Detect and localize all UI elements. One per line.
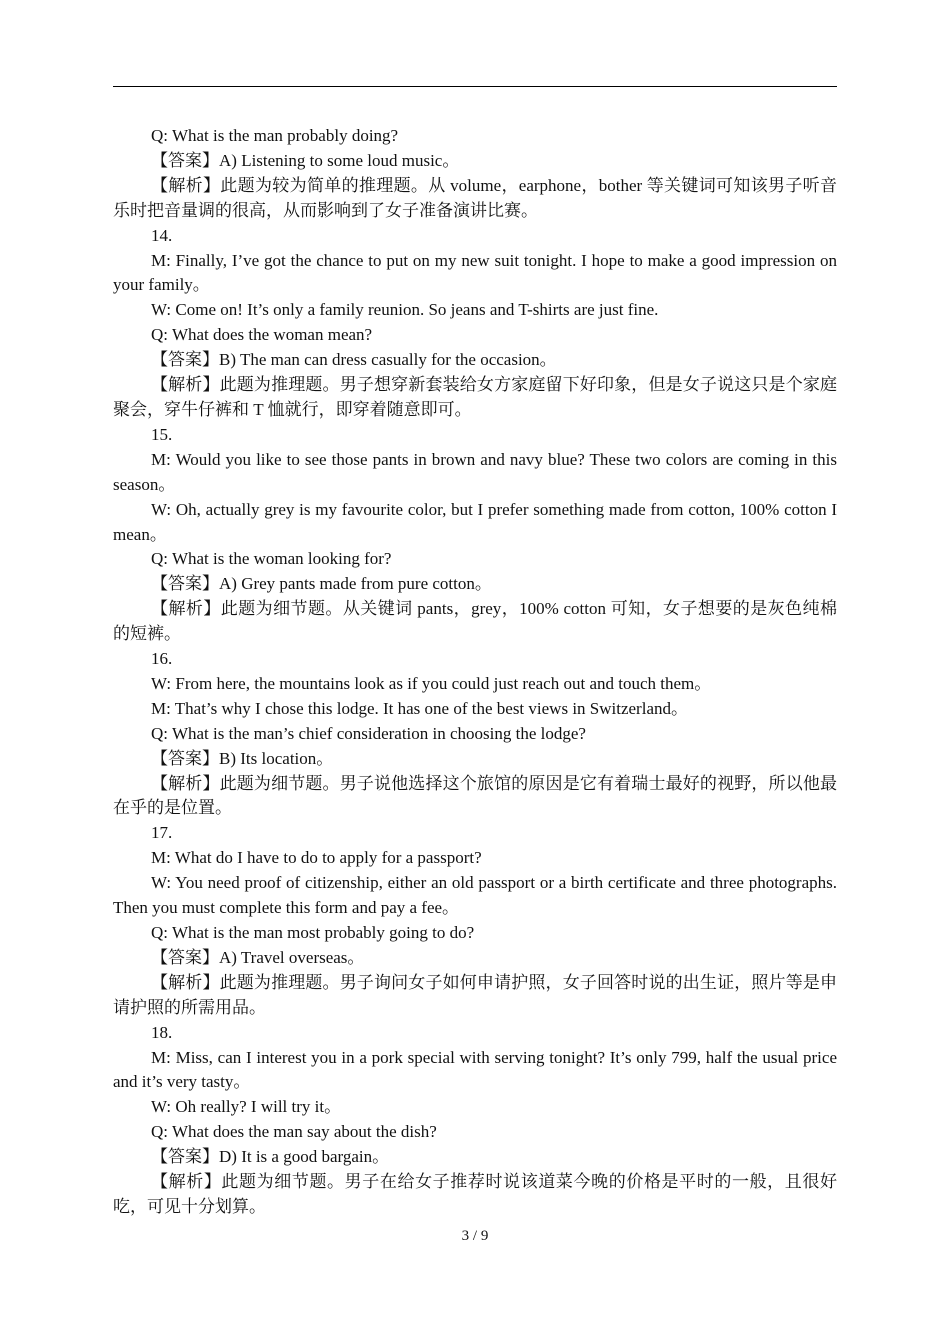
paragraph: 【解析】此题为细节题。男子在给女子推荐时说该道菜今晚的价格是平时的一般，且很好吃，可见十分划算。: [113, 1172, 837, 1216]
header-rule: [113, 86, 837, 87]
paragraph: M: Would you like to see those pants in brown and navy blue? These two colors are coming in this season。: [113, 449, 837, 494]
question-number: 18.: [151, 1022, 173, 1042]
paragraph: 【答案】A) Listening to some loud music。: [151, 150, 460, 170]
question-number: 14.: [151, 225, 173, 245]
paragraph: W: From here, the mountains look as if you could just reach out and touch them。: [151, 673, 712, 693]
paragraph: 【解析】此题为细节题。从关键词 pants，grey，100% cotton 可知，女子想要的是灰色纯棉的短裤。: [113, 599, 837, 644]
paragraph: 【答案】B) Its location。: [151, 748, 334, 768]
paragraph: Q: What is the woman looking for?: [151, 549, 392, 569]
document-body: [113, 124, 837, 1220]
paragraph: Q: What does the man say about the dish?: [151, 1122, 437, 1142]
paragraph: 【解析】此题为细节题。男子说他选择这个旅馆的原因是它有着瑞士最好的视野，所以他最在乎的是位置。: [113, 773, 837, 818]
paragraph: 【答案】D) It is a good bargain。: [151, 1147, 390, 1167]
paragraph: W: Oh, actually grey is my favourite color, but I prefer something made from cotton, 100% cotton I mean。: [113, 499, 837, 544]
paragraph: 【答案】A) Grey pants made from pure cotton。: [151, 574, 492, 594]
paragraph: Q: What is the man’s chief consideration in choosing the lodge?: [151, 723, 586, 743]
paragraph: M: Finally, I’ve got the chance to put on my new suit tonight. I hope to make a good impression on your family。: [113, 250, 837, 295]
paragraph: W: You need proof of citizenship, either an old passport or a birth certificate and three photographs. Then you must complete this form and pay a fee。: [113, 873, 837, 918]
question-number: 17.: [151, 823, 173, 843]
paragraph: W: Oh really? I will try it。: [151, 1097, 342, 1117]
paragraph: Q: What is the man probably doing?: [151, 126, 399, 145]
paragraph: M: What do I have to do to apply for a passport?: [151, 848, 482, 868]
paragraph: Q: What is the man most probably going to do?: [151, 923, 475, 942]
page-number: 3 / 9: [461, 1228, 489, 1244]
paragraph: M: That’s why I chose this lodge. It has one of the best views in Switzerland。: [151, 698, 688, 718]
paragraph: 【解析】此题为较为简单的推理题。从 volume，earphone，bother 等关键词可知该男子听音乐时把音量调的很高，从而影响到了女子准备演讲比赛。: [113, 175, 837, 220]
paragraph: 【解析】此题为推理题。男子询问女子如何申请护照，女子回答时说的出生证，照片等是申请护照的所需用品。: [113, 972, 837, 1017]
question-number: 15.: [151, 424, 173, 444]
paragraph: M: Miss, can I interest you in a pork special with serving tonight? It’s only 799, half the usual price and it’s very tasty。: [113, 1047, 837, 1092]
paragraph: Q: What does the woman mean?: [151, 325, 373, 345]
paragraph: 【解析】此题为推理题。男子想穿新套装给女方家庭留下好印象，但是女子说这只是个家庭聚会，穿牛仔裤和 T 恤就行，即穿着随意即可。: [113, 375, 837, 419]
question-number: 16.: [151, 649, 173, 669]
paragraph: W: Come on! It’s only a family reunion. So jeans and T-shirts are just fine.: [151, 300, 659, 320]
paragraph: 【答案】B) The man can dress casually for the occasion。: [151, 350, 557, 370]
paragraph: 【答案】A) Travel overseas。: [151, 947, 365, 967]
